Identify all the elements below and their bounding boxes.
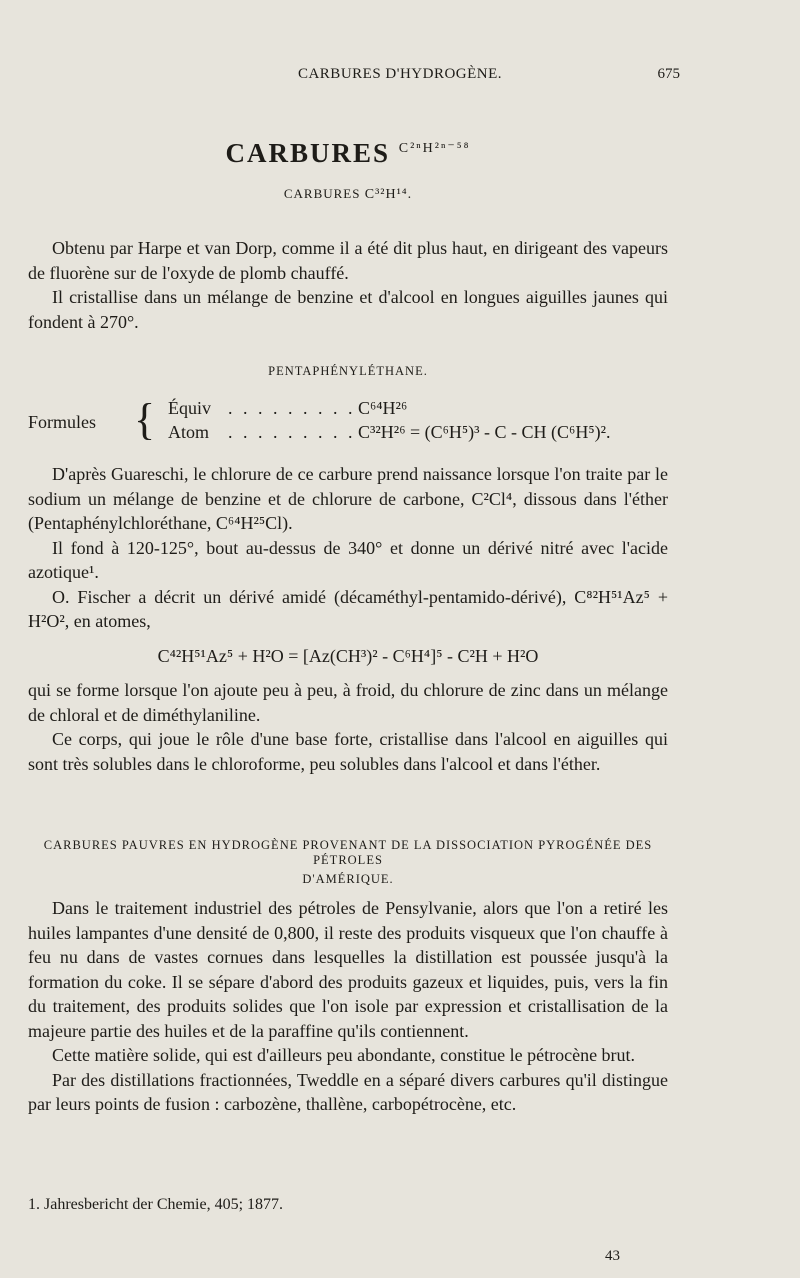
- intro-text: [28, 236, 668, 334]
- paragraph: O. Fischer a décrit un dérivé amidé (décaméthyl-pentamido-dérivé), C⁸²H⁵¹Az⁵ + H²O², en atomes,: [28, 586, 668, 631]
- body-text: [28, 462, 668, 634]
- paragraph: Il fond à 120-125°, bout au-dessus de 340° et donne un dérivé nitré avec l'acide azotique¹.: [28, 537, 668, 582]
- formulas-label: Formules: [28, 412, 97, 432]
- petroleum-text: [28, 896, 668, 1117]
- signature-mark: 43: [605, 1248, 620, 1264]
- paragraph: Obtenu par Harpe et van Dorp, comme il a été dit plus haut, en dirigeant des vapeurs de fluorène sur de l'oxyde de plomb chauffé.: [28, 238, 668, 283]
- section-title: [28, 138, 668, 169]
- body-text-continued: [28, 678, 668, 776]
- footnote: 1. Jahresbericht der Chemie, 405; 1877.: [28, 1196, 284, 1213]
- paragraph: qui se forme lorsque l'on ajoute peu à peu, à froid, du chlorure de zinc dans un mélange de chloral et de diméthylaniline.: [28, 680, 668, 725]
- leader-dots: . . . . . . . . .: [228, 398, 356, 418]
- formulas-block: [28, 395, 668, 448]
- subsection-title: [28, 186, 668, 203]
- paragraph: Cette matière solide, qui est d'ailleurs peu abondante, constitue le pétrocène brut.: [52, 1045, 636, 1065]
- section-heading-line: CARBURES PAUVRES EN HYDROGÈNE PROVENANT DE LA DISSOCIATION PYROGÉNÉE DES PÉTROLES: [43, 838, 653, 867]
- atom-label: Atom: [168, 422, 210, 442]
- equiv-label: Équiv: [168, 398, 211, 418]
- paragraph: Par des distillations fractionnées, Tweddle en a séparé divers carbures qu'il distingue par leurs points de fusion : carbozène, thallène, carbopétrocène, etc.: [28, 1069, 668, 1114]
- page-number: 675: [657, 66, 680, 82]
- section-heading: PENTAPHÉNYLÉTHANE.: [268, 364, 428, 378]
- paragraph: D'après Guareschi, le chlorure de ce carbure prend naissance lorsque l'on traite par le sodium un mélange de benzine et de chlorure de carbone, C²Cl⁴, dissous dans l'éther (Pentaphénylchloréthane, C⁶⁴H²⁵Cl).: [28, 464, 668, 533]
- page-header: [0, 66, 800, 90]
- brace-symbol: {: [134, 395, 156, 444]
- section-heading-line: D'AMÉRIQUE.: [302, 872, 394, 886]
- paragraph: Il cristallise dans un mélange de benzine et d'alcool en longues aiguilles jaunes qui fondent à 270°.: [28, 287, 668, 332]
- equiv-formula: C⁶⁴H²⁶: [358, 398, 408, 418]
- section-heading: [28, 838, 668, 887]
- subsection-title-text: CARBURES: [283, 186, 361, 201]
- subsection-title-formula: C³²H¹⁴.: [364, 187, 413, 202]
- paragraph: Dans le traitement industriel des pétroles de Pensylvanie, alors que l'on a retiré les huiles lampantes d'une densité de 0,800, il reste des produits visqueux que l'on chauffe à feu nu dans de vastes cornues dans lesquelles la distillation est poussée jusqu'à la formation du coke. Il se sépare d'abord des produits gazeux et liquides, puis, vers la fin du traitement, des produits solides que l'on isole par expression et cristallisation de la majeure partie des huiles et de la paraffine qu'ils contiennent.: [28, 898, 668, 1041]
- section-title-text: CARBURES: [225, 138, 390, 168]
- section-title-formula: C²ⁿH²ⁿ⁻⁵⁸: [398, 141, 471, 156]
- leader-dots: . . . . . . . . .: [228, 422, 356, 442]
- paragraph: Ce corps, qui joue le rôle d'une base forte, cristallise dans l'alcool en aiguilles qui sont très solubles dans le chloroforme, peu solubles dans l'alcool et dans l'éther.: [28, 729, 668, 774]
- atom-formula: C³²H²⁶ = (C⁶H⁵)³ - C - CH (C⁶H⁵)².: [358, 422, 611, 442]
- chemical-equation: C⁴²H⁵¹Az⁵ + H²O = [Az(CH³)² - C⁶H⁴]⁵ - C²H + H²O: [157, 646, 539, 666]
- running-title: CARBURES D'HYDROGÈNE.: [297, 66, 503, 82]
